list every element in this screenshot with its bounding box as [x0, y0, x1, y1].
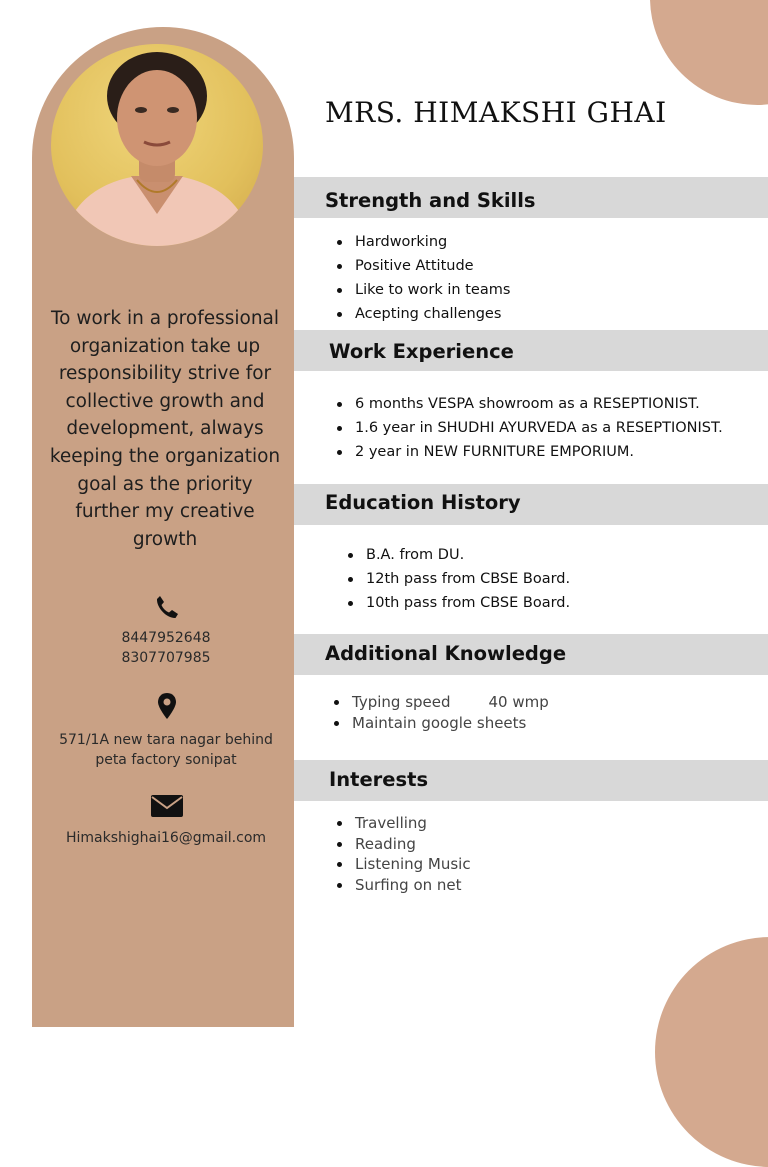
- list-item: Hardworking: [335, 230, 510, 254]
- skills-list: [335, 230, 510, 326]
- list-item: Travelling: [335, 813, 471, 834]
- section-title-education: Education History: [325, 491, 521, 514]
- education-list: [346, 543, 570, 615]
- typing-speed-label: Typing speed: [352, 693, 451, 711]
- candidate-name: MRS. HIMAKSHI GHAI: [325, 96, 667, 129]
- interests-list: [335, 813, 471, 895]
- envelope-icon: [150, 792, 184, 820]
- list-item: 2 year in NEW FURNITURE EMPORIUM.: [335, 440, 723, 464]
- list-item: Positive Attitude: [335, 254, 510, 278]
- decorative-circle-bottom: [655, 937, 768, 1167]
- career-objective: To work in a professional organization take up responsibility strive for collective growth and development, always keeping the organization goal as the priority further my creative growth: [49, 308, 281, 550]
- list-item: Reading: [335, 834, 471, 855]
- phone-icon: [150, 593, 182, 621]
- phone-number[interactable]: 8307707985: [121, 650, 211, 666]
- list-item: 1.6 year in SHUDHI AYURVEDA as a RESEPTIONIST.: [335, 416, 723, 440]
- phone-number[interactable]: 8447952648: [121, 630, 211, 646]
- list-item: Like to work in teams: [335, 278, 510, 302]
- typing-speed-value: 40 wmp: [488, 693, 549, 711]
- section-title-skills: Strength and Skills: [325, 189, 536, 212]
- address-line: peta factory sonipat: [95, 752, 237, 768]
- email-address[interactable]: Himakshighai16@gmail.com: [65, 830, 267, 846]
- section-title-knowledge: Additional Knowledge: [325, 642, 567, 665]
- list-item: B.A. from DU.: [346, 543, 570, 567]
- section-title-interests: Interests: [329, 768, 429, 791]
- list-item: Listening Music: [335, 854, 471, 875]
- list-item: [332, 692, 549, 713]
- section-title-experience: Work Experience: [329, 340, 514, 363]
- list-item: 6 months VESPA showroom as a RESEPTIONIST.: [335, 392, 723, 416]
- list-item: Surfing on net: [335, 875, 471, 896]
- list-item: 10th pass from CBSE Board.: [346, 591, 570, 615]
- knowledge-list: [332, 692, 549, 733]
- profile-photo: [51, 44, 263, 246]
- list-item: 12th pass from CBSE Board.: [346, 567, 570, 591]
- list-item: Acepting challenges: [335, 302, 510, 326]
- list-item: Maintain google sheets: [332, 713, 549, 734]
- location-pin-icon: [151, 692, 183, 720]
- decorative-circle-top: [650, 0, 768, 105]
- experience-list: [335, 392, 723, 464]
- address-line: 571/1A new tara nagar behind: [59, 732, 273, 748]
